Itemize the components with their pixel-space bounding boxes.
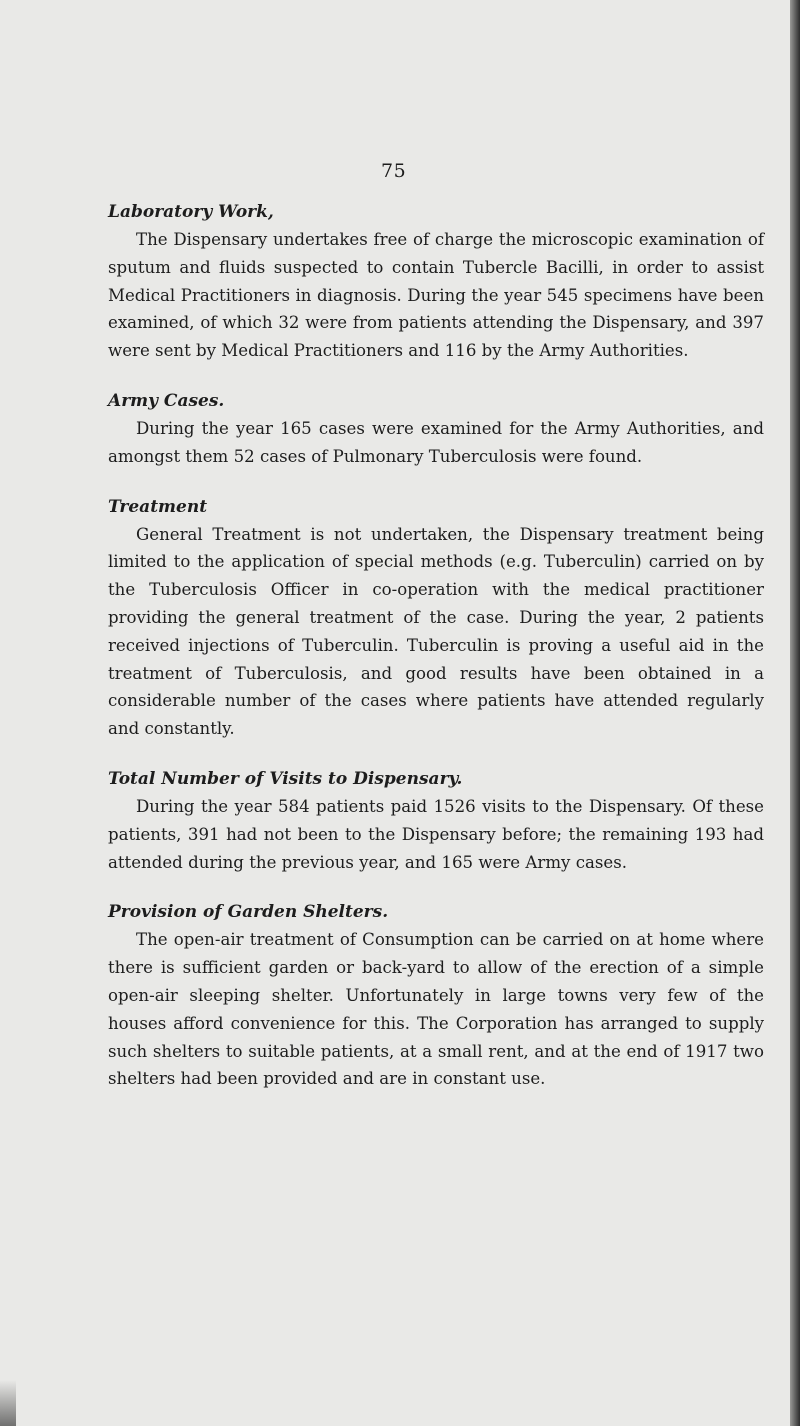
section-heading: Total Number of Visits to Dispensary. [108, 768, 463, 789]
section-total-visits [108, 765, 764, 876]
page-edge-shadow [790, 0, 800, 1426]
document-body [108, 198, 764, 1115]
section-heading: Army Cases. [108, 390, 225, 411]
section-heading: Provision of Garden Shelters. [108, 902, 389, 923]
section-paragraph: The Dispensary undertakes free of charge the microscopic examination of sputum and fluids suspected to contain Tubercle Bacilli, in order to assist Medical Practitioners in diagnosis. During the year 545 specimens have been examined, of which 32 were from patients attending the Dispensary, and 397 were sent by Medical Practitioners and 116 by the Army Authorities. [108, 230, 764, 361]
section-paragraph: The open-air treatment of Consumption can be carried on at home where there is sufficient garden or back-yard to allow of the erection of a simple open-air sleeping shelter. Unfortunately in large towns very few of the houses afford convenience for this. The Corporation has arranged to supply such shelters to suitable patients, at a small rent, and at the end of 1917 two shelters had been provided and are in constant use. [108, 930, 764, 1089]
section-paragraph: During the year 165 cases were examined for the Army Authorities, and amongst them 52 cases of Pulmonary Tuberculosis were found. [108, 418, 764, 466]
section-heading: Treatment [108, 496, 208, 517]
section-paragraph: During the year 584 patients paid 1526 visits to the Dispensary. Of these patients, 391 had not been to the Dispensary before; the remaining 193 had attended during the previous year, and 165 were Army cases. [108, 796, 764, 872]
section-garden-shelters [108, 898, 764, 1093]
section-heading: Laboratory Work, [108, 202, 274, 222]
section-laboratory-work [108, 198, 764, 365]
scan-corner-mark [0, 1380, 16, 1426]
page-number: 75 [381, 160, 407, 182]
section-treatment [108, 493, 764, 743]
section-paragraph: General Treatment is not undertaken, the Dispensary treatment being limited to the application of special methods (e.g. Tuberculin) carried on by the Tuberculosis Officer in co-operation with the medical practitioner providing the general treatment of the case. During the year, 2 patients received injections of Tuberculin. Tuberculin is proving a useful aid in the treatment of Tuberculosis, and good results have been obtained in a considerable number of the cases where patients have attended regularly and constantly. [108, 524, 764, 739]
section-army-cases [108, 387, 764, 471]
